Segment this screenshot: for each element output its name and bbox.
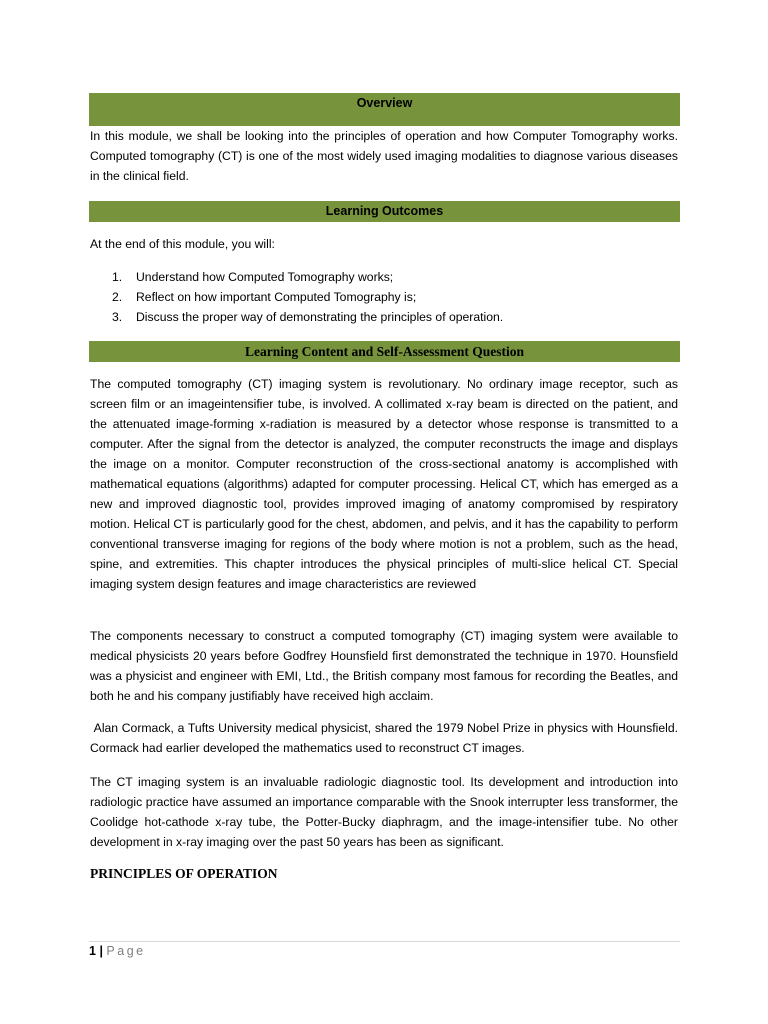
- content-paragraph-3: Alan Cormack, a Tufts University medical physicist, shared the 1979 Nobel Prize in physics with Hounsfield. Cormack had earlier developed the mathematics used to reconstruct CT images.: [90, 721, 678, 755]
- list-item-number: 2.: [112, 290, 123, 304]
- outcomes-intro: At the end of this module, you will:: [90, 237, 275, 251]
- list-item-number: 3.: [112, 310, 123, 324]
- footer-divider: [89, 941, 680, 942]
- list-item: [112, 307, 503, 327]
- content-paragraph-2: The components necessary to construct a computed tomography (CT) imaging system were available to medical physicists 20 years before Godfrey Hounsfield first demonstrated the technique in 1970. Hounsfield was a physicist and engineer with EMI, Ltd., the British company most famous for recording the Beatles, and both he and his company justifiably have received high acclaim.: [90, 629, 678, 703]
- overview-text: In this module, we shall be looking into the principles of operation and how Computer Tomography works. Computed tomography (CT) is one of the most widely used imaging modalities to diagnose various diseases in the clinical field.: [90, 129, 678, 183]
- page-number: 1: [89, 944, 96, 958]
- content-paragraph-4: The CT imaging system is an invaluable radiologic diagnostic tool. Its development and introduction into radiologic practice have assumed an importance comparable with the Snook interrupter less transformer, the Coolidge hot-cathode x-ray tube, the Potter-Bucky diaphragm, and the image-intensifier tube. No other development in x-ray imaging over the past 50 years has been as significant.: [90, 775, 678, 849]
- footer-separator: |: [99, 944, 103, 958]
- section-heading: PRINCIPLES OF OPERATION: [90, 866, 278, 881]
- list-item: [112, 287, 503, 307]
- learning-content-header: Learning Content and Self-Assessment Question: [89, 341, 680, 362]
- overview-header: Overview: [89, 93, 680, 126]
- list-item-number: 1.: [112, 270, 123, 284]
- content-paragraph-1: The computed tomography (CT) imaging system is revolutionary. No ordinary image receptor, such as screen film or an imageintensifier tube, is involved. A collimated x-ray beam is directed on the patient, and the attenuated image-forming x-radiation is measured by a detector whose response is transmitted to a computer. After the signal from the detector is analyzed, the computer reconstructs the image and displays the image on a monitor. Computer reconstruction of the cross-sectional anatomy is accomplished with mathematical equations (algorithms) adapted for computer processing. Helical CT, which has emerged as a new and improved diagnostic tool, provides improved imaging of anatomy compromised by respiratory motion. Helical CT is particularly good for the chest, abdomen, and pelvis, and it has the capability to perform conventional transverse imaging for regions of the body where motion is not a problem, such as the head, spine, and extremities. This chapter introduces the physical principles of multi-slice helical CT. Special imaging system design features and image characteristics are reviewed: [90, 377, 678, 591]
- learning-outcomes-header: Learning Outcomes: [89, 201, 680, 222]
- page-label: Page: [106, 944, 146, 958]
- list-item-text: Understand how Computed Tomography works;: [136, 270, 394, 284]
- list-item-text: Discuss the proper way of demonstrating the principles of operation.: [136, 310, 504, 324]
- page-footer: [89, 944, 146, 958]
- list-item-text: Reflect on how important Computed Tomography is;: [136, 290, 417, 304]
- outcomes-list: [112, 267, 503, 327]
- list-item: [112, 267, 503, 287]
